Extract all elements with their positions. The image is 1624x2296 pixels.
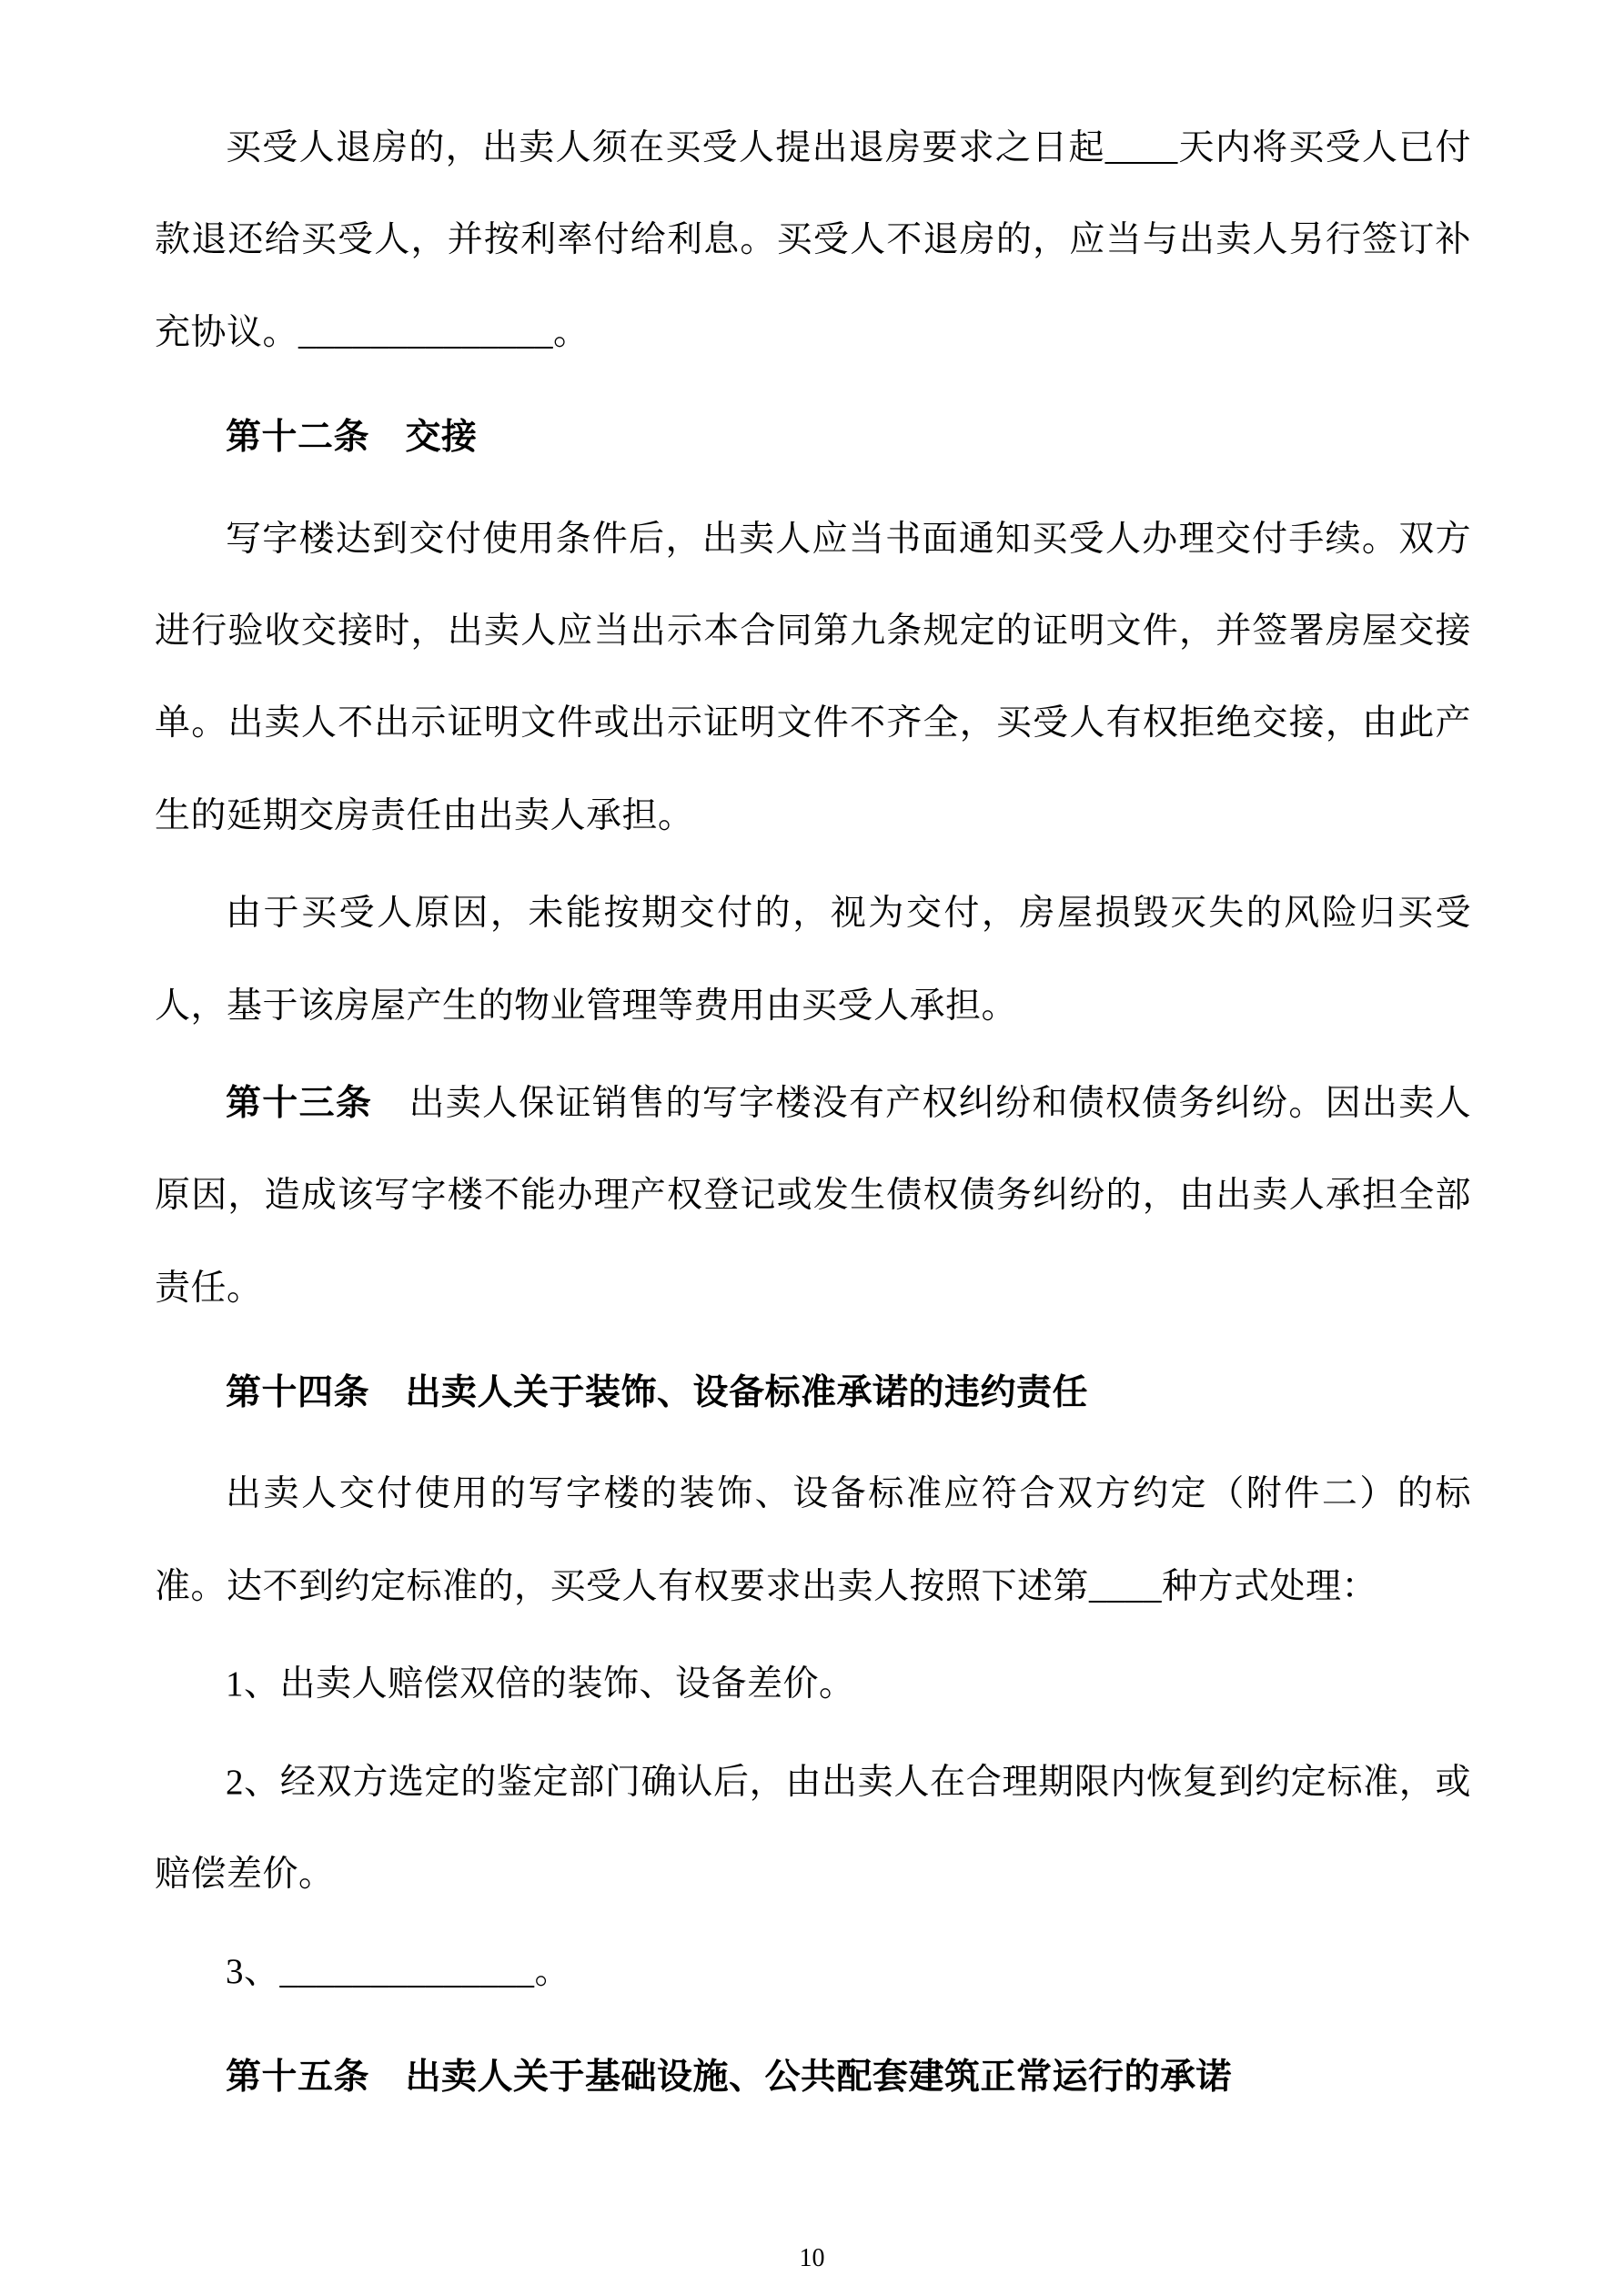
heading-article-15: 第十五条 出卖人关于基础设施、公共配套建筑正常运行的承诺: [226, 2057, 1233, 2097]
paragraph-article-14-intro: 出卖人交付使用的写字楼的装饰、设备标准应符合双方约定（附件二）的标准。达不到约定标准的，买受人有权要求出卖人按照下述第____种方式处理：: [155, 1474, 1471, 1606]
article-13-text: 出卖人保证销售的写字楼没有产权纠纷和债权债务纠纷。因出卖人原因，造成该写字楼不能办理产权登记或发生债权债务纠纷的，由出卖人承担全部责任。: [155, 1083, 1471, 1308]
page-number: 10: [799, 2244, 825, 2273]
list-item-option-2: 2、经双方选定的鉴定部门确认后，由出卖人在合理期限内恢复到约定标准，或赔偿差价。: [155, 1762, 1471, 1895]
heading-article-12: 第十二条 交接: [226, 418, 478, 458]
paragraph-handover-procedure: 写字楼达到交付使用条件后，出卖人应当书面通知买受人办理交付手续。双方进行验收交接时，出卖人应当出示本合同第九条规定的证明文件，并签署房屋交接单。出卖人不出示证明文件或出示证明文件不齐全，买受人有权拒绝交接，由此产生的延期交房责任由出卖人承担。: [155, 519, 1471, 835]
list-item-option-1: 1、出卖人赔偿双倍的装饰、设备差价。: [226, 1664, 855, 1704]
heading-article-14: 第十四条 出卖人关于装饰、设备标准承诺的违约责任: [226, 1373, 1089, 1413]
article-13-label: 第十三条: [226, 1083, 373, 1123]
paragraph-article-13: [155, 1057, 1471, 1334]
paragraph-buyer-delay-risk: 由于买受人原因，未能按期交付的，视为交付，房屋损毁灭失的风险归买受人，基于该房屋产生的物业管理等费用由买受人承担。: [155, 894, 1471, 1026]
paragraph-refund-terms: 买受人退房的，出卖人须在买受人提出退房要求之日起____天内将买受人已付款退还给买受人，并按利率付给利息。买受人不退房的，应当与出卖人另行签订补充协议。______________。: [155, 128, 1471, 352]
list-item-option-3: 3、______________。: [226, 1952, 571, 1992]
